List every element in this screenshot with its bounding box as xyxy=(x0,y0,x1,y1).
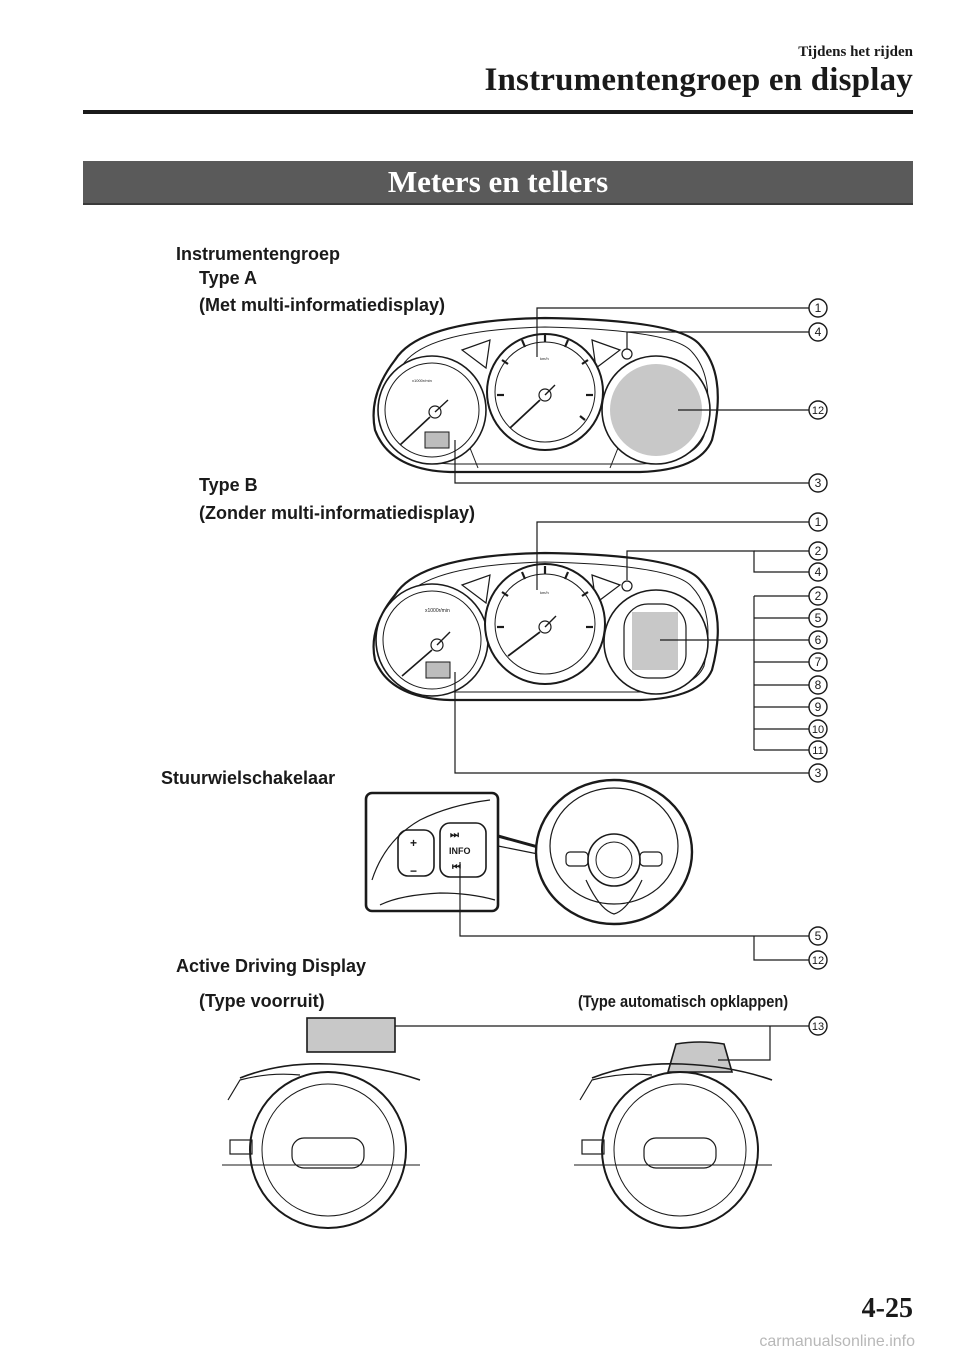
callout-b-11: 11 xyxy=(812,745,824,757)
section-title: Instrumentengroep en display xyxy=(484,62,913,98)
cluster-type-a xyxy=(374,318,718,472)
rpm-unit: x1000r/min xyxy=(412,378,432,383)
watermark: carmanualsonline.info xyxy=(759,1333,915,1350)
active-driving-figure xyxy=(222,1018,420,1228)
callout-b-10: 10 xyxy=(811,724,825,736)
label-steering-switch: Stuurwielschakelaar xyxy=(161,768,336,788)
callout-a-4: 4 xyxy=(814,325,822,339)
svg-text:+: + xyxy=(410,836,418,850)
svg-text:−: − xyxy=(410,864,418,878)
chapter-title: Tijdens het rijden xyxy=(798,44,913,60)
auto-fold-figure xyxy=(574,1042,772,1228)
label-auto-fold-type: (Type automatisch opklappen) xyxy=(578,992,789,1011)
label-type-a: Type A xyxy=(199,268,258,288)
info-button-label: INFO xyxy=(449,846,471,856)
callout-a-12: 12 xyxy=(811,405,825,417)
callout-s-5: 5 xyxy=(814,929,822,943)
callout-b-5: 5 xyxy=(814,611,822,625)
svg-text:⏭: ⏭ xyxy=(450,830,459,841)
callout-b-4: 4 xyxy=(814,565,822,579)
rpm-unit-b: x1000r/min xyxy=(425,608,450,614)
callout-b-8: 8 xyxy=(814,678,822,692)
label-instrument-group: Instrumentengroep xyxy=(176,244,341,264)
svg-text:⏮: ⏮ xyxy=(452,862,461,873)
label-type-b: Type B xyxy=(199,475,258,495)
callout-d-13: 13 xyxy=(811,1021,825,1033)
callout-s-12: 12 xyxy=(811,955,825,967)
callout-a-3: 3 xyxy=(814,476,822,490)
callout-a-1: 1 xyxy=(814,301,822,315)
label-windshield-type: (Type voorruit) xyxy=(199,991,325,1011)
callout-b-2: 2 xyxy=(814,544,822,558)
callout-b-9: 9 xyxy=(814,700,822,714)
callout-badges xyxy=(809,299,827,1035)
cluster-type-b xyxy=(374,553,718,700)
callout-b-3: 3 xyxy=(814,766,822,780)
section-banner: Meters en tellers xyxy=(83,161,913,203)
callout-b-2b: 2 xyxy=(814,589,822,603)
steering-switch-figure xyxy=(366,780,692,924)
speed-unit: km/h xyxy=(540,356,549,361)
callout-b-6: 6 xyxy=(814,633,822,647)
speed-unit-b: km/h xyxy=(540,590,549,595)
leaders-active xyxy=(395,1026,810,1060)
label-active-driving-display: Active Driving Display xyxy=(176,956,367,976)
page-number: 4-25 xyxy=(861,1293,913,1324)
callout-b-7: 7 xyxy=(814,655,822,669)
callout-b-1: 1 xyxy=(814,515,822,529)
label-type-a-desc: (Met multi-informatiedisplay) xyxy=(199,295,446,315)
label-type-b-desc: (Zonder multi-informatiedisplay) xyxy=(199,503,476,523)
